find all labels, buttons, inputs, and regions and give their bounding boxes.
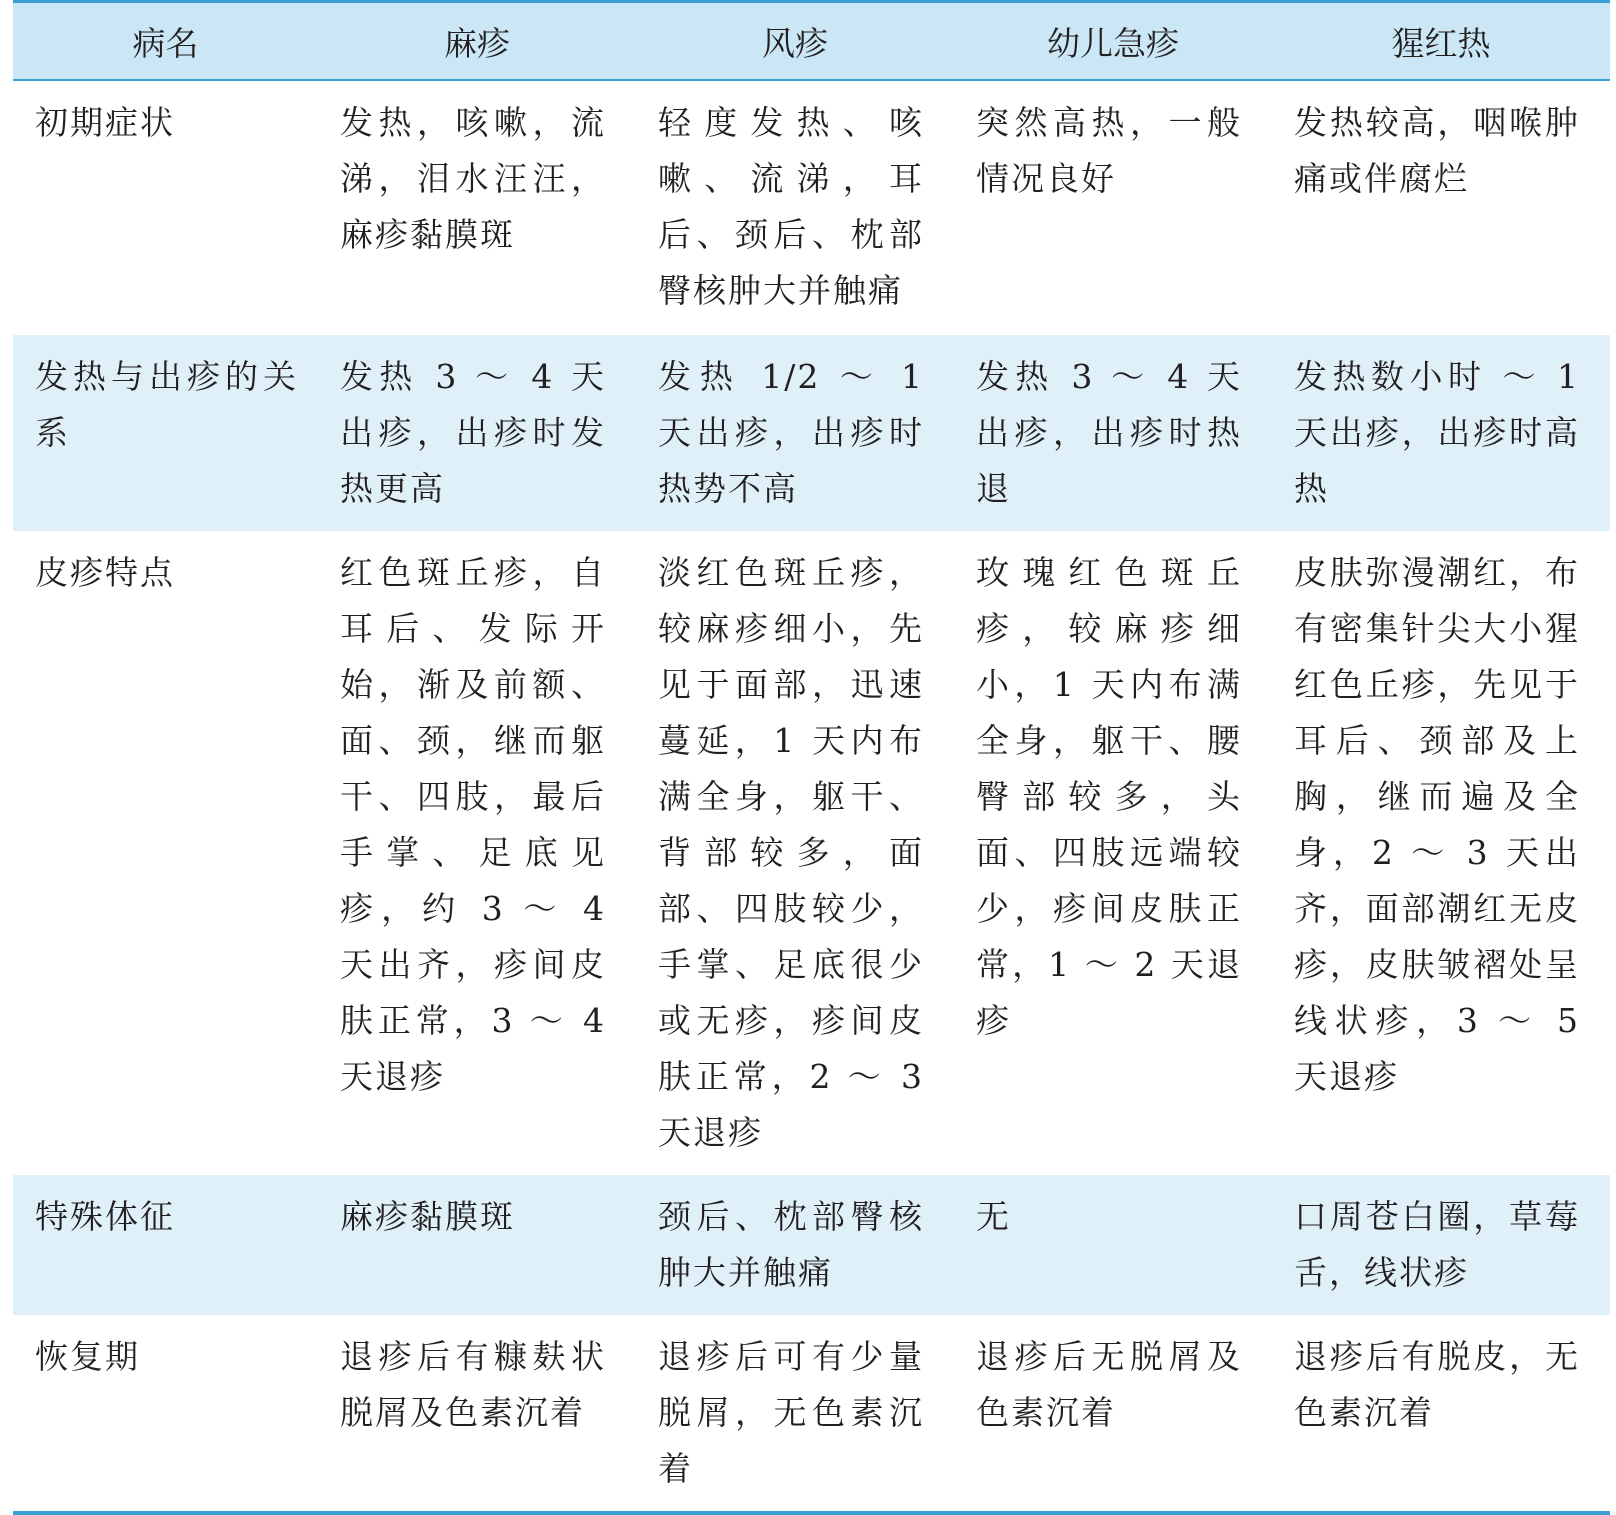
table-cell: 退疹后无脱屑及色素沉着: [954, 1315, 1272, 1513]
table-cell: 皮肤弥漫潮红，布有密集针尖大小猩红色丘疹，先见于耳后、颈部及上胸，继而遍及全身，2 ～ 3 天出齐，面部潮红无皮疹，皮肤皱褶处呈线状疹，3 ～ 5 天退疹: [1294, 553, 1580, 1096]
header-disease-name: 病名: [13, 2, 318, 81]
table-cell: 口周苍白圈，草莓舌，线状疹: [1272, 1175, 1610, 1315]
row-label: 初期症状: [35, 103, 175, 142]
table-cell: 发热 1/2 ～ 1 天出疹，出疹时热势不高: [636, 335, 954, 531]
rash-disease-comparison-table: [13, 0, 1610, 1515]
table-cell: 突然高热，一般情况良好: [976, 103, 1242, 198]
row-label: 恢复期: [13, 1315, 318, 1513]
comparison-table-container: [13, 0, 1610, 1515]
table-cell: 发热较高，咽喉肿痛或伴腐烂: [1294, 103, 1580, 198]
table-header-row: [13, 2, 1610, 81]
row-label: 发热与出疹的关系: [13, 335, 318, 531]
table-cell: 发热，咳嗽，流涕，泪水汪汪，麻疹黏膜斑: [340, 103, 606, 254]
table-cell: 玫瑰红色斑丘疹，较麻疹细小，1 天内布满全身，躯干、腰臀部较多，头面、四肢远端较少，疹间皮肤正常，1 ～ 2 天退疹: [976, 553, 1242, 1040]
table-cell: 发热 3 ～ 4 天出疹，出疹时热退: [954, 335, 1272, 531]
table-cell: 无: [954, 1175, 1272, 1315]
row-label: 特殊体征: [13, 1175, 318, 1315]
table-cell: 退疹后可有少量脱屑，无色素沉着: [636, 1315, 954, 1513]
table-cell: 麻疹黏膜斑: [318, 1175, 636, 1315]
header-scarlet-fever: 猩红热: [1272, 2, 1610, 81]
table-cell: 退疹后有糠麸状脱屑及色素沉着: [318, 1315, 636, 1513]
table-row-recovery: [13, 1315, 1610, 1513]
table-cell: 轻度发热、咳嗽、流涕，耳后、颈后、枕部臀核肿大并触痛: [658, 103, 924, 310]
header-roseola: 幼儿急疹: [954, 2, 1272, 81]
header-measles: 麻疹: [318, 2, 636, 81]
table-cell: 发热数小时 ～ 1 天出疹，出疹时高热: [1272, 335, 1610, 531]
table-cell: 退疹后有脱皮，无色素沉着: [1272, 1315, 1610, 1513]
header-rubella: 风疹: [636, 2, 954, 81]
table-row-fever-rash-relation: [13, 335, 1610, 531]
table-cell: 颈后、枕部臀核肿大并触痛: [636, 1175, 954, 1315]
table-row-rash-features: [13, 531, 1610, 1175]
table-cell: 淡红色斑丘疹，较麻疹细小，先见于面部，迅速蔓延，1 天内布满全身，躯干、背部较多，面部、四肢较少，手掌、足底很少或无疹，疹间皮肤正常，2 ～ 3 天退疹: [658, 553, 924, 1152]
table-row-initial-symptoms: [13, 80, 1610, 335]
table-cell: 红色斑丘疹，自耳后、发际开始，渐及前额、面、颈，继而躯干、四肢，最后手掌、足底见疹，约 3 ～ 4 天出齐，疹间皮肤正常，3 ～ 4 天退疹: [340, 553, 606, 1096]
row-label: 皮疹特点: [35, 553, 175, 592]
table-cell: 发热 3 ～ 4 天出疹，出疹时发热更高: [318, 335, 636, 531]
table-row-special-signs: [13, 1175, 1610, 1315]
